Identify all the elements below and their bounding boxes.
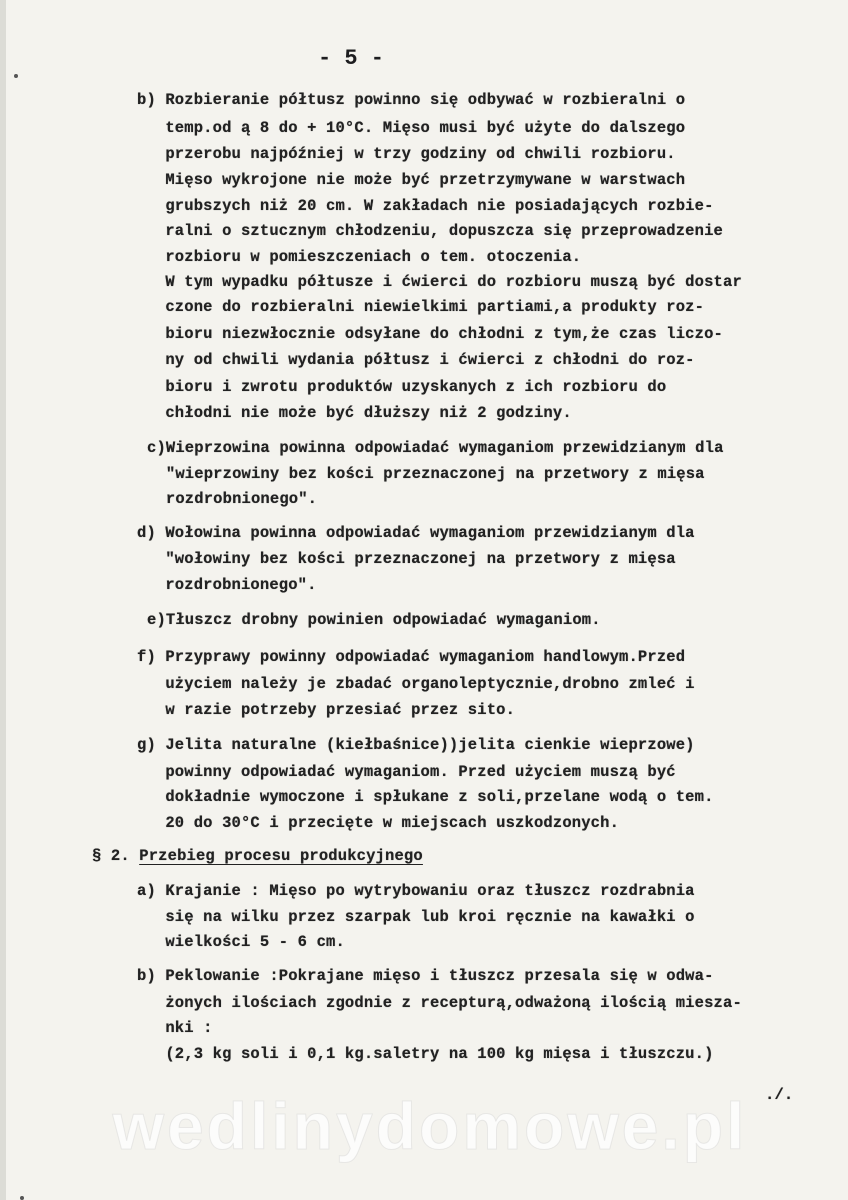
section-g-line: dokładnie wymoczone i spłukane z soli,przelane wodą o tem. (137, 788, 714, 806)
section-d-line: rozdrobnionego". (137, 576, 317, 594)
punch-mark (14, 74, 18, 78)
section-2-title: Przebieg procesu produkcyjnego (139, 847, 423, 865)
page-number: - 5 - (318, 46, 385, 71)
section-b-line: rozbioru w pomieszczeniach o tem. otoczenia. (137, 248, 582, 266)
section-2a-line: wielkości 5 - 6 cm. (137, 933, 345, 951)
section-f-line: w razie potrzeby przesiać przez sito. (137, 701, 516, 719)
section-2a-line: się na wilku przez szarpak lub kroi ręcznie na kawałki o (137, 908, 695, 926)
section-c-line: rozdrobnionego". (147, 490, 318, 508)
section-b-line: przerobu najpóźniej w trzy godziny od chwili rozbioru. (137, 145, 676, 163)
section-e-line: e)Tłuszcz drobny powinien odpowiadać wymaganiom. (147, 611, 601, 629)
section-b-line: W tym wypadku półtusze i ćwierci do rozbioru muszą być dostar (137, 273, 742, 291)
section-d-line: "wołowiny bez kości przeznaczonej na przetwory z mięsa (137, 550, 676, 568)
section-g-line: powinny odpowiadać wymaganiom. Przed użyciem muszą być (137, 763, 676, 781)
section-b-line: b) Rozbieranie półtusz powinno się odbywać w rozbieralni o (137, 91, 686, 109)
section-b-line: grubszych niż 20 cm. W zakładach nie posiadających rozbie- (137, 197, 714, 215)
section-b-line: bioru niezwłocznie odsyłane do chłodni z tym,że czas liczo- (137, 325, 723, 343)
section-c-line: c)Wieprzowina powinna odpowiadać wymaganiom przewidzianym dla (147, 439, 724, 457)
section-2b-line: nki : (137, 1019, 213, 1037)
section-b-line: Mięso wykrojone nie może być przetrzymywane w warstwach (137, 171, 686, 189)
section-f-line: użyciem należy je zbadać organoleptycznie,drobno zmleć i (137, 675, 695, 693)
section-2b-line: (2,3 kg soli i 0,1 kg.saletry na 100 kg mięsa i tłuszczu.) (137, 1045, 714, 1063)
section-b-line: bioru i zwrotu produktów uzyskanych z ich rozbioru do (137, 378, 667, 396)
section-g-line: 20 do 30°C i przecięte w miejscach uszkodzonych. (137, 814, 620, 832)
section-b-line: chłodni nie może być dłuższy niż 2 godziny. (137, 404, 572, 422)
section-f-line: f) Przyprawy powinny odpowiadać wymaganiom handlowym.Przed (137, 648, 686, 666)
section-b-line: temp.od ą 8 do + 10°C. Mięso musi być użyte do dalszego (137, 119, 686, 137)
section-2-number: § 2. (92, 847, 130, 865)
section-2b-line: żonych ilościach zgodnie z recepturą,odważoną ilością miesza- (137, 994, 742, 1012)
section-b-line: ralni o sztucznym chłodzeniu, dopuszcza się przeprowadzenie (137, 222, 723, 240)
section-2a-line: a) Krajanie : Mięso po wytrybowaniu oraz tłuszcz rozdrabnia (137, 882, 695, 900)
section-d-line: d) Wołowina powinna odpowiadać wymaganiom przewidzianym dla (137, 524, 695, 542)
section-2-heading (92, 849, 423, 865)
section-b-line: czone do rozbieralni niewielkimi partiami,a produkty roz- (137, 298, 705, 316)
section-2b-line: b) Peklowanie :Pokrajane mięso i tłuszcz przesala się w odwa- (137, 967, 714, 985)
section-c-line: "wieprzowiny bez kości przeznaczonej na przetwory z mięsa (147, 465, 705, 483)
continuation-mark: ./. (765, 1086, 794, 1104)
watermark: wedlinydomowe.pl (112, 1089, 748, 1163)
punch-mark (20, 1196, 24, 1200)
section-g-line: g) Jelita naturalne (kiełbaśnice))jelita cienkie wieprzowe) (137, 736, 695, 754)
section-b-line: ny od chwili wydania półtusz i ćwierci z chłodni do roz- (137, 351, 695, 369)
scan-edge (0, 0, 6, 1200)
